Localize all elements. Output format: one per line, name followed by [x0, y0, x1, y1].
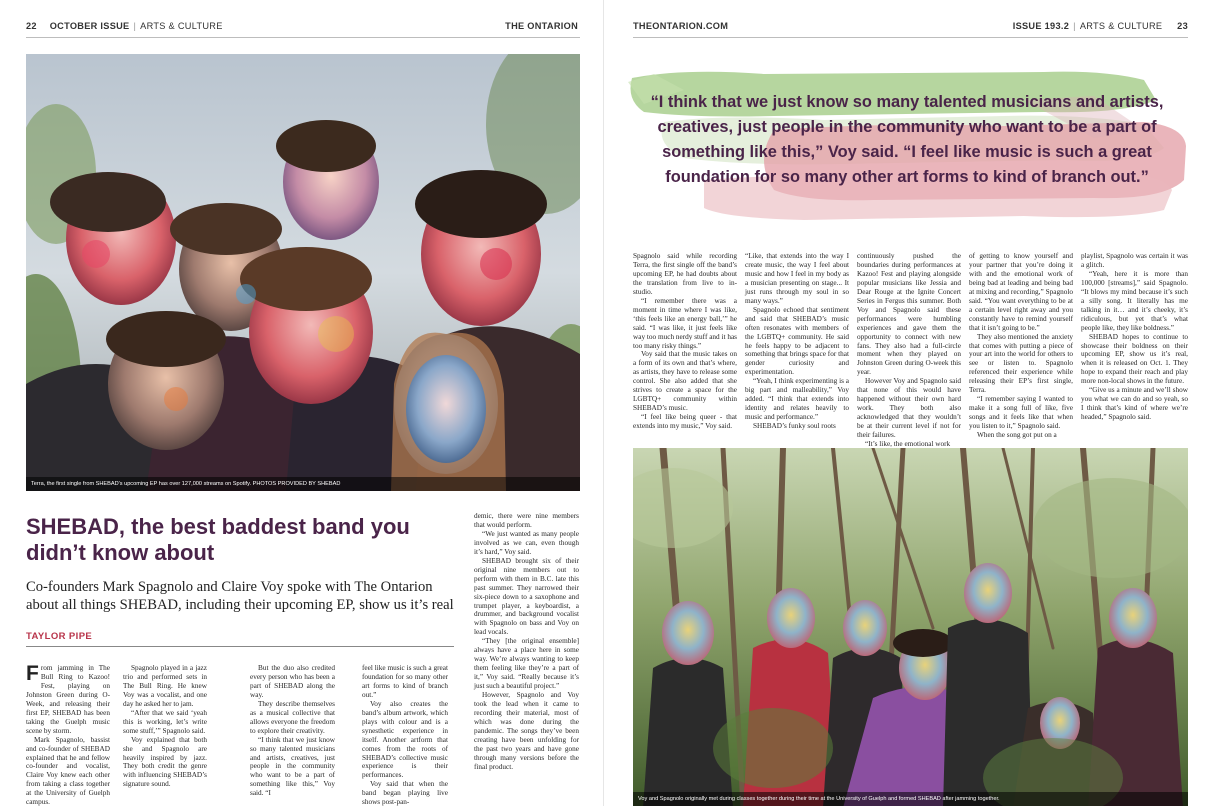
body-paragraph: SHEBAD hopes to continue to showcase their boldness on their upcoming EP, show us it’s real, when it is released on Oct. 1. They hope to expand their reach and play more non-local shows in the future. — [1081, 332, 1188, 386]
right-folio: ISSUE 193.2 | ARTS & CULTURE 23 — [1012, 21, 1188, 31]
body-paragraph: “Yeah, here it is more than 100,000 [streams],” said Spagnolo. “It blows my mind because it’s such a silly song. It literally has me talking in it… and it’s cheeky, it’s ridiculous, but yet that’s what people like, they like boldness.” — [1081, 269, 1188, 332]
body-paragraph: However Voy and Spagnolo said that none of this would have happened without their own hard work. They both also acknowledged that they wouldn’t be at their current level if not for their failures. — [857, 377, 961, 440]
body-paragraph: Mark Spagnolo, bassist and co-founder of SHEBAD explained that he and fellow co-founder and vocalist, Claire Voy knew each other from taking a class together at the University of Guelph campus. — [26, 735, 110, 806]
right-site-url: THEONTARION.COM — [633, 21, 729, 31]
left-body-column-4 — [362, 664, 448, 806]
body-paragraph: playlist, Spagnolo was certain it was a glitch. — [1081, 252, 1188, 269]
forest-photo-caption: Voy and Spagnolo originally met during classes together during their time at the University of Guelph and formed SHEBAD after jamming together. — [633, 792, 1188, 806]
band-portrait-image — [26, 54, 580, 491]
byline-rule — [26, 646, 454, 647]
left-publication: THE ONTARION — [505, 21, 578, 31]
right-page — [604, 0, 1212, 806]
body-paragraph: Spagnolo said while recording Terra, the first single off the band’s upcoming EP, he had doubts about the translation from live to in-studio. — [633, 252, 737, 296]
body-paragraph: “After that we said ‘yeah this is working, let’s write some stuff,’” Spagnolo said. — [123, 708, 207, 735]
pull-quote-text: “I think that we just know so many talented musicians and artists, creatives, just people in the community who want to be a part of something like this,” Voy said. “I feel like music is such a great foundation for so many other art forms to kind of branch out.” — [650, 93, 1164, 186]
body-paragraph: Spagnolo played in a jazz trio and performed sets in The Bull Ring. He knew Voy was a vocalist, and one day he asked her to jam. — [123, 664, 207, 708]
forest-band-photo — [633, 448, 1188, 806]
right-issue-label: ISSUE 193.2 — [1012, 21, 1070, 31]
body-paragraph: When the song got put on a — [977, 431, 1057, 440]
body-paragraph: Voy also creates the band’s album artwork, which plays with colour and is a synesthetic experience in itself. Another artform that comes from the roots of SHEBAD’s collective music experience is their performances. — [362, 699, 448, 780]
left-folio: 22 OCTOBER ISSUE | ARTS & CULTURE — [26, 21, 223, 31]
body-paragraph: They describe themselves as a musical collective that allows everyone the freedom to explore their creativity. — [250, 699, 335, 735]
article-dek: Co-founders Mark Spagnolo and Claire Voy spoke with The Ontarion about all things SHEBAD, including their upcoming EP, show us it’s real — [26, 579, 454, 613]
left-body-column-5 — [474, 512, 579, 772]
right-body-column-1 — [633, 252, 737, 431]
body-paragraph: continuously pushed the boundaries during performances at Kazoo! Fest and playing alongside popular musicians like Jessia and Dear Rouge at the Ignite Concert Series in Fergus this summer. Both Voy and Spagnolo said these performances were humbling experiences and gave them the opportunity to connect with new fans. They also had a full-circle moment when they played on Johnston Green during O-week this year. — [857, 252, 961, 377]
right-body-column-2 — [745, 252, 849, 431]
body-paragraph: “They [the original ensemble] always have a place here in some way. We’re always wanting to keep them feeling like they’re a part of it,” Voy said. “Really because it’s just such a beautiful project.” — [474, 637, 579, 691]
body-paragraph: “Yeah, I think experimenting is a big part and malleability,” Voy added. “I think that extends into identity and relates heavily to music and performance.” — [745, 377, 849, 422]
body-paragraph: SHEBAD brought six of their original nine members out to perform with them in B.C. late this past summer. They narrowed their six-piece down to a saxophone and trumpet player, a keyboardist, a drummer, and background vocalist with Spagnolo on bass and Voy on lead vocals. — [474, 556, 579, 637]
body-paragraph: “It’s like, the emotional work — [865, 440, 951, 449]
drop-cap: F — [26, 662, 39, 685]
left-page-number: 22 — [26, 21, 37, 31]
body-paragraph: They also mentioned the anxiety that comes with putting a piece of your art into the world for others to see or listen to. Spagnolo referenced their experience while releasing their EP’s first single, Terra. — [969, 332, 1073, 395]
pull-quote-block — [624, 60, 1190, 230]
body-paragraph: “I feel like being queer - that extends into my music,” Voy said. — [633, 413, 737, 431]
band-in-forest-image — [633, 448, 1188, 806]
left-header-rule — [26, 37, 580, 38]
left-section-label: ARTS & CULTURE — [140, 21, 223, 31]
right-body-column-5 — [1081, 252, 1188, 422]
right-header-rule — [633, 37, 1188, 38]
body-paragraph: demic, there were nine members that would perform. — [474, 512, 579, 529]
right-body-column-3 — [857, 252, 961, 449]
body-paragraph: “Like, that extends into the way I create music, the way I feel about music and how I feel in my body as a musician presenting on stage... It just runs through my soul in so many ways.” — [745, 252, 849, 305]
left-page — [0, 0, 604, 806]
left-body-column-2 — [123, 664, 207, 789]
right-body-column-4 — [969, 252, 1073, 440]
body-paragraph: Spagnolo echoed that sentiment and said that SHEBAD’s music often resonates with members of the LGBTQ+ community. He said he feels happy to be adjacent to something that brings space for that gender curiosity and experimentation. — [745, 305, 849, 377]
right-section-label: ARTS & CULTURE — [1079, 21, 1163, 31]
body-paragraph: Voy said that when the band began playing live shows post-pan- — [362, 780, 448, 806]
body-paragraph: Voy explained that both she and Spagnolo are heavily inspired by jazz. They both credit the genre with influencing SHEBAD’s signature sound. — [123, 735, 207, 789]
left-body-column-1 — [26, 664, 110, 806]
body-paragraph: SHEBAD’s funky soul roots — [753, 422, 836, 431]
left-issue-label: OCTOBER ISSUE — [49, 21, 130, 31]
article-headline: SHEBAD, the best baddest band you didn’t know about — [26, 514, 410, 565]
body-paragraph: “I remember saying I wanted to make it a song full of like, five songs and it feels like that when you listen to it,” Spagnolo said. — [969, 395, 1073, 431]
body-paragraph: “We just wanted as many people involved as we can, even though it’s hard,” Voy said. — [474, 529, 579, 556]
body-paragraph: Voy said that the music takes on a form of its own and that’s where, as artists, they have to release some control. She also added that she strives to create a space for the LGBTQ+ community within SHEBAD’s music. — [633, 350, 737, 413]
body-paragraph: But the duo also credited every person who has been a part of SHEBAD along the way. — [250, 664, 335, 699]
right-page-number: 23 — [1177, 21, 1188, 31]
article-byline: TAYLOR PIPE — [26, 631, 93, 642]
body-paragraph: feel like music is such a great foundation for so many other art forms to kind of branch out.” — [362, 664, 448, 699]
body-paragraph: However, Spagnolo and Voy took the lead when it came to recording their material, most of which was done during the pandemic. The songs they’ve been creating have been unfolding for the past two years and have gone through many versions before the final product. — [474, 691, 579, 771]
body-paragraph: From jamming in The Bull Ring to Kazoo! Fest, playing on Johnston Green during O-Week, and releasing their first EP, SHEBAD has been taking the Guelph music scene by storm. — [26, 662, 110, 735]
left-body-column-3 — [250, 664, 335, 798]
body-paragraph: “I remember there was a moment in time where I was like, ‘this feels like an energy ball,’” he said. “I was like, it just feels like way too much nerdy stuff and it has too many risky things.” — [633, 296, 737, 350]
body-paragraph: “Give us a minute and we’ll show you what we can do and so yeah, so I think that’s kind of where we’re headed,” Spagnolo said. — [1081, 386, 1188, 422]
hero-photo — [26, 54, 580, 491]
hero-photo-caption: Terra, the first single from SHEBAD's upcoming EP has over 127,000 streams on Spotify. PHOTOS PROVIDED BY SHEBAD — [26, 477, 580, 491]
body-paragraph: of getting to know yourself and your partner that you’re doing it with and the emotional work of being bad at leading and being bad at mixing and recording,” Spagnolo said. “You want everything to be at a certain level right away and you constantly have to remind yourself that it isn’t going to be.” — [969, 252, 1073, 332]
body-paragraph: “I think that we just know so many talented musicians and artists, creatives, just people in the community who want to be a part of something like this,” Voy said. “I — [250, 735, 335, 798]
